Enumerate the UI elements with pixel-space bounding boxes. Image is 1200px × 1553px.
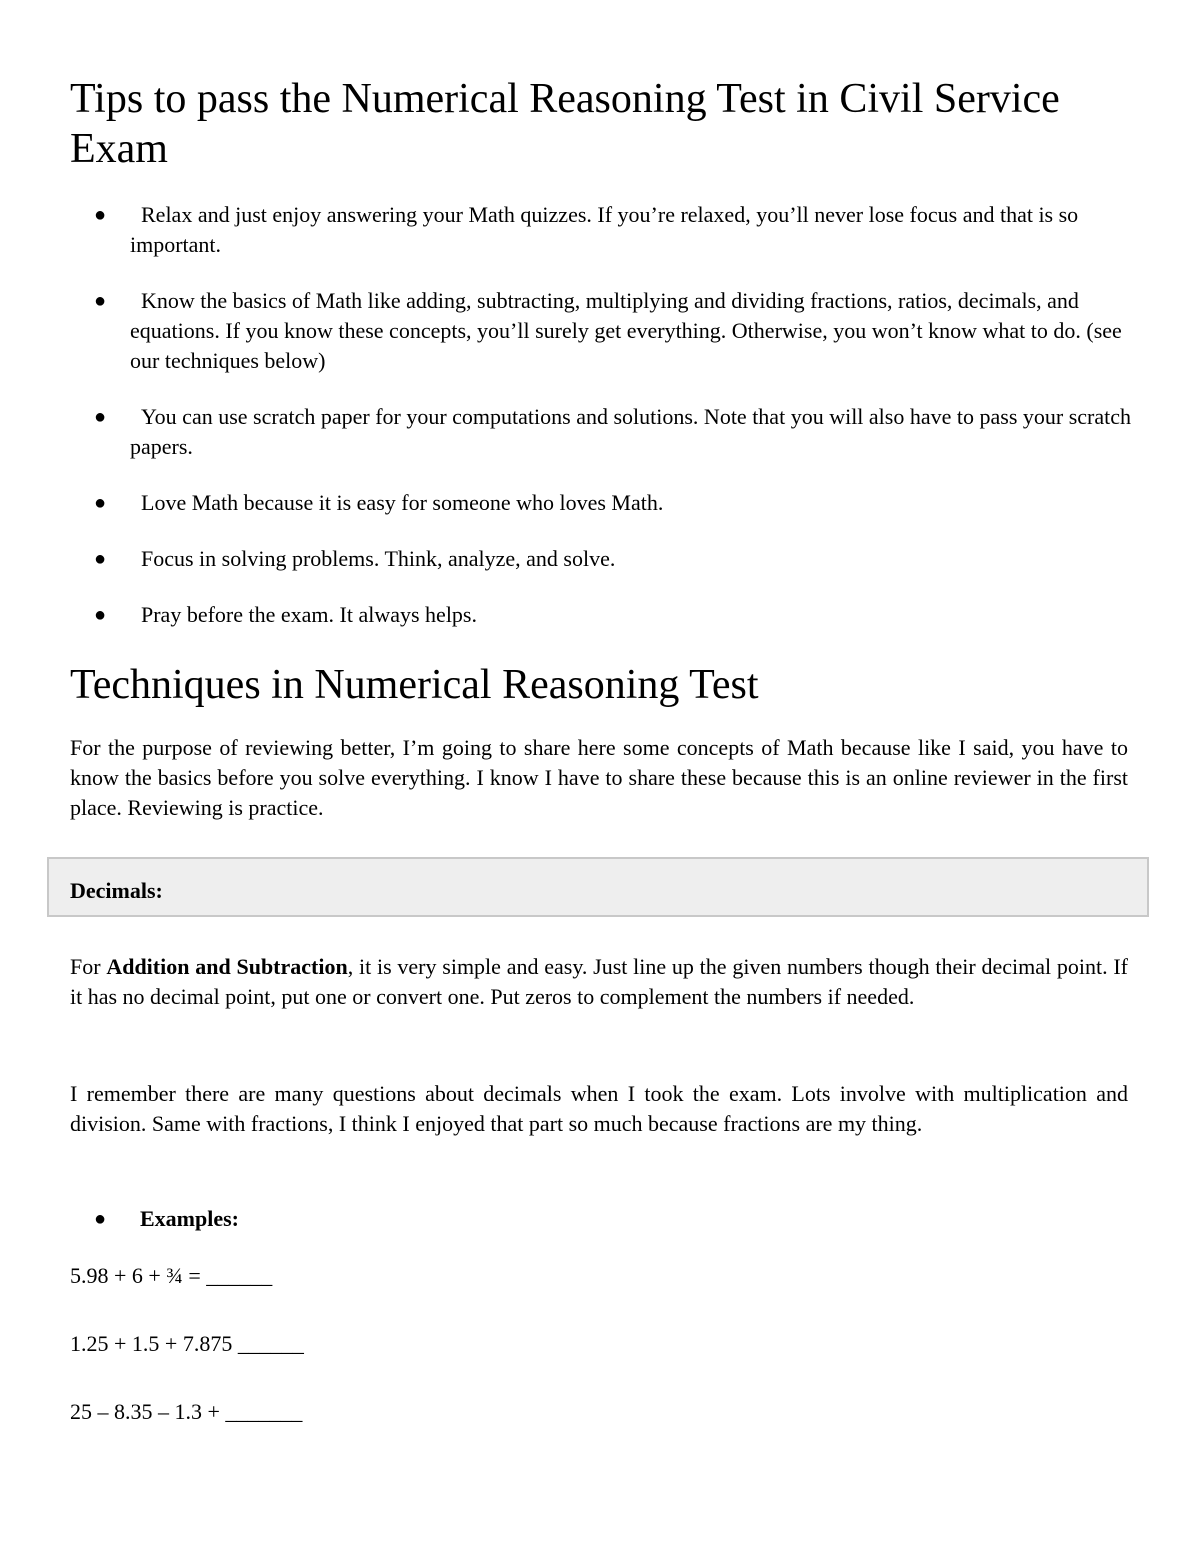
tip-text: Focus in solving problems. Think, analyze, and solve. bbox=[141, 546, 616, 571]
bullet-icon: ● bbox=[94, 604, 107, 626]
list-item bbox=[70, 286, 1140, 376]
examples-label: Examples: bbox=[140, 1206, 239, 1231]
bullet-icon: ● bbox=[94, 290, 107, 312]
section-title-techniques: Techniques in Numerical Reasoning Test bbox=[70, 662, 759, 708]
page-title-line-1: Tips to pass the Numerical Reasoning Test in Civil Service bbox=[70, 76, 1060, 122]
equation-1: 5.98 + 6 + ¾ = ______ bbox=[70, 1263, 273, 1288]
section-label: Decimals: bbox=[70, 878, 163, 903]
tip-text: Love Math because it is easy for someone who loves Math. bbox=[141, 490, 664, 515]
list-item bbox=[70, 600, 1140, 630]
equation-3: 25 – 8.35 – 1.3 + _______ bbox=[70, 1399, 303, 1424]
bullet-icon: ● bbox=[94, 406, 107, 428]
list-item bbox=[70, 544, 1140, 574]
addition-suffix: , it is very simple and easy. Just line up the given numbers though their decimal point. If it has no decimal point, put one or convert one. Put zeros to complement the numbers if needed. bbox=[70, 954, 1128, 1009]
memory-paragraph: I remember there are many questions about decimals when I took the exam. Lots involve with multiplication and division. Same with fractions, I think I enjoyed that part so much because fractions are my thing. bbox=[70, 1081, 1128, 1136]
examples-list-item bbox=[70, 1204, 239, 1234]
intro-paragraph: For the purpose of reviewing better, I’m going to share here some concepts of Math because like I said, you have to know the basics before you solve everything. I know I have to share these because this is an online reviewer in the first place. Reviewing is practice. bbox=[70, 735, 1128, 820]
tip-text: You can use scratch paper for your computations and solutions. Note that you will also have to pass your scratch papers. bbox=[130, 404, 1131, 459]
bullet-icon: ● bbox=[94, 492, 107, 514]
decimals-section-header bbox=[47, 857, 1149, 917]
tip-text: Pray before the exam. It always helps. bbox=[141, 602, 477, 627]
addition-paragraph bbox=[70, 952, 1128, 1012]
page-title-line-2: Exam bbox=[70, 126, 168, 172]
addition-prefix: For bbox=[70, 954, 107, 979]
page-title bbox=[70, 74, 1140, 174]
list-item bbox=[70, 402, 1140, 462]
bullet-icon: ● bbox=[94, 548, 107, 570]
list-item bbox=[70, 200, 1140, 260]
equation-2: 1.25 + 1.5 + 7.875 ______ bbox=[70, 1331, 304, 1356]
tip-text: Know the basics of Math like adding, subtracting, multiplying and dividing fractions, ratios, decimals, and equations. If you know these concepts, you’ll surely get everything. Otherwise, you won’t know what to do. (see our techniques below) bbox=[130, 288, 1122, 373]
bullet-icon: ● bbox=[94, 204, 107, 226]
tip-text: Relax and just enjoy answering your Math quizzes. If you’re relaxed, you’ll never lose focus and that is so important. bbox=[130, 202, 1079, 257]
list-item bbox=[70, 488, 1140, 518]
addition-bold-term: Addition and Subtraction bbox=[106, 954, 348, 979]
tips-list bbox=[70, 200, 1140, 656]
bullet-icon: ● bbox=[94, 1208, 107, 1230]
